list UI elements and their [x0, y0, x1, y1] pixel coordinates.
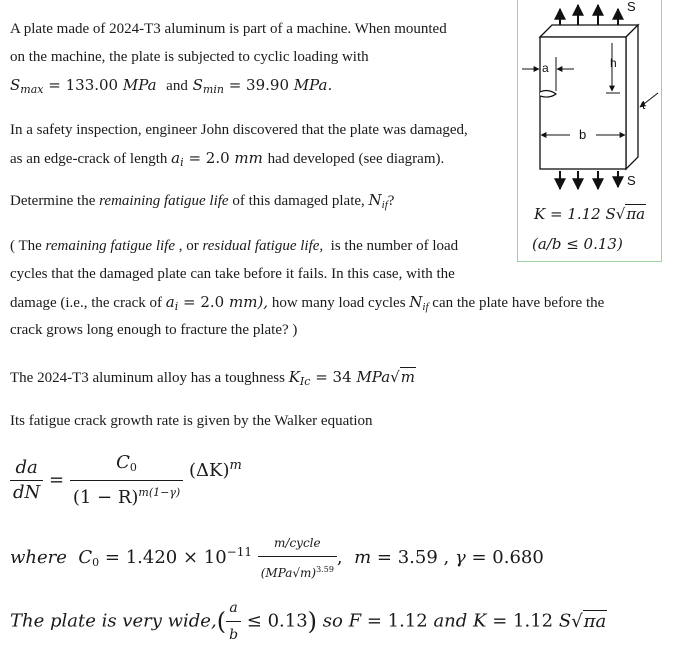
question-pre: Determine the: [10, 193, 100, 209]
diagram-sqrt-arg: πa: [626, 205, 646, 223]
label-s-bottom: S: [627, 173, 636, 188]
question-post: ?: [387, 193, 395, 209]
toughness-line: [10, 367, 416, 392]
c0-unit-num: m/cycle: [258, 531, 337, 557]
f-symbol: F: [348, 610, 362, 632]
sqrt-pi-a: √πa: [571, 610, 607, 632]
comma-1: ,: [336, 547, 343, 568]
question: [10, 190, 394, 215]
gamma-value: = 0.680: [471, 547, 544, 568]
c0-symbol: C: [116, 452, 130, 473]
k-symbol: K: [473, 610, 487, 632]
smax-subscript: max: [20, 83, 44, 96]
crack-length: [171, 149, 267, 167]
comma-2: ,: [443, 547, 450, 568]
para3-line3-mid: how many load cycles: [268, 295, 406, 311]
para3-post: is the number of load: [323, 238, 459, 254]
and-text-2: and: [433, 610, 468, 632]
diagram-k-formula: [534, 205, 646, 223]
kic-value: = 34: [315, 368, 352, 386]
so-text: so: [322, 610, 343, 632]
ai-value: = 2.0: [188, 149, 230, 167]
smax-symbol: S: [10, 76, 21, 94]
c0-param-symbol: C: [78, 547, 93, 568]
kic-subscript: Ic: [299, 375, 311, 388]
sqrt-m: √m: [390, 368, 415, 386]
para2-line1: In a safety inspection, engineer John discovered that the plate was damaged,: [10, 122, 468, 138]
para1-line2: on the machine, the plate is subjected to cyclic loading with: [10, 49, 369, 65]
ai-subscript-2: i: [174, 300, 179, 313]
c0-value: = 1.420 × 10: [104, 547, 227, 568]
para3-line4: crack grows long enough to fracture the plate? ): [10, 322, 298, 338]
diagram-sqrt: √πa: [615, 205, 646, 223]
label-b: b: [579, 127, 587, 142]
para3-line3-post: can the plate have before the: [432, 295, 605, 311]
delta-k-exp: m: [229, 457, 242, 473]
ratio-limit: ≤ 0.13: [246, 610, 308, 632]
k-value: = 1.12: [492, 610, 554, 632]
smin-subscript: min: [202, 83, 224, 96]
frac-a: a: [226, 596, 241, 622]
bottom-load-arrows: [560, 171, 618, 189]
label-h: h: [610, 56, 617, 70]
para2-line2-pre: as an edge-crack of length: [10, 151, 168, 167]
c0-unit-den: (MPa√m): [260, 566, 317, 580]
lhs-den: dN: [13, 482, 41, 503]
lhs-num: da: [10, 457, 43, 481]
m-value: = 3.59: [376, 547, 438, 568]
para3-emph2: residual fatigue life,: [202, 238, 324, 254]
nif-symbol-2: N: [409, 293, 423, 311]
stress-values: [10, 75, 332, 100]
label-s-top: S: [627, 0, 636, 14]
final-line: The plate is very wide,( $\frac{a}{b}$ ≤ 0.13) so F = 1.12 and K = 1.12 S√πa: [10, 596, 607, 647]
kic-unit: MPa: [356, 368, 391, 386]
diagram-condition: (a/b ≤ 0.13): [532, 235, 623, 253]
gamma-symbol: γ: [455, 547, 466, 568]
ai-unit-2: mm),: [229, 293, 269, 311]
label-t: t: [642, 98, 646, 112]
walker-intro: Its fatigue crack growth rate is given by the Walker equation: [10, 413, 373, 429]
c0-unit-den-exp: 3.59: [316, 565, 334, 574]
nif-subscript: if: [381, 199, 388, 211]
para3-line2: cycles that the damaged plate can take before it fails. In this case, with the: [10, 266, 455, 282]
para2-line2-post: had developed (see diagram).: [267, 151, 445, 167]
rhs-den-exp: m(1−γ): [138, 486, 181, 499]
final-pre: The plate is very wide,: [10, 610, 217, 632]
where-text: where: [10, 547, 67, 568]
a-over-b: [226, 596, 241, 647]
plate-body: [540, 25, 638, 169]
c0-exponent: −11: [226, 545, 252, 559]
walker-equation: [10, 452, 242, 509]
ai-symbol: a: [171, 149, 181, 167]
para3-line3: [10, 292, 604, 317]
c0-subscript: 0: [129, 461, 137, 474]
para3-line3-pre: damage (i.e., the crack of: [10, 295, 162, 311]
s-symbol: S: [558, 610, 572, 632]
para1-line1: A plate made of 2024-T3 aluminum is part of a machine. When mounted: [10, 21, 447, 37]
toughness-pre: The 2024-T3 aluminum alloy has a toughness: [10, 370, 285, 386]
smax-unit: MPa: [122, 76, 157, 94]
nif-symbol: N: [368, 191, 382, 209]
para2-line2: [10, 148, 444, 173]
para3-line1: [10, 236, 458, 256]
para3-pre: ( The: [10, 238, 46, 254]
walker-eq-sign: =: [49, 469, 65, 491]
smin-symbol: S: [192, 76, 203, 94]
lhs-fraction: [10, 457, 43, 504]
kic-symbol: K: [288, 368, 300, 386]
smax-value: = 133.00: [48, 76, 119, 94]
parameters-line: [10, 531, 544, 585]
para3-emph1: remaining fatigue life: [45, 238, 175, 254]
diagram-k-eq: K = 1.12 S: [534, 205, 616, 223]
ai-unit: mm: [234, 149, 263, 167]
frac-b: b: [229, 627, 239, 643]
rhs-den-base: (1 − R): [72, 487, 139, 508]
smin-value: = 39.90: [228, 76, 289, 94]
question-emph: remaining fatigue life: [99, 193, 229, 209]
label-a: a: [542, 61, 549, 75]
sqrt-pi-a-arg: πa: [583, 610, 607, 632]
smin-unit: MPa.: [293, 76, 333, 94]
ai-symbol-2: a: [165, 293, 175, 311]
sqrt-m-arg: m: [400, 368, 415, 386]
c0-unit-fraction: [258, 531, 337, 585]
plate-diagram-svg: [518, 0, 663, 263]
ai-value-2: = 2.0: [183, 293, 225, 311]
m-symbol: m: [354, 547, 372, 568]
and-text: and: [166, 78, 188, 94]
delta-k: (ΔK): [188, 459, 230, 481]
rhs-fraction: [70, 452, 183, 509]
plate-diagram: [517, 0, 662, 262]
f-value: = 1.12: [366, 610, 428, 632]
c0-param-subscript: 0: [92, 556, 100, 569]
para3-mid: , or: [174, 238, 203, 254]
ai-subscript: i: [180, 156, 184, 169]
nif-subscript-2: if: [422, 301, 429, 313]
question-mid: of this damaged plate,: [228, 193, 369, 209]
